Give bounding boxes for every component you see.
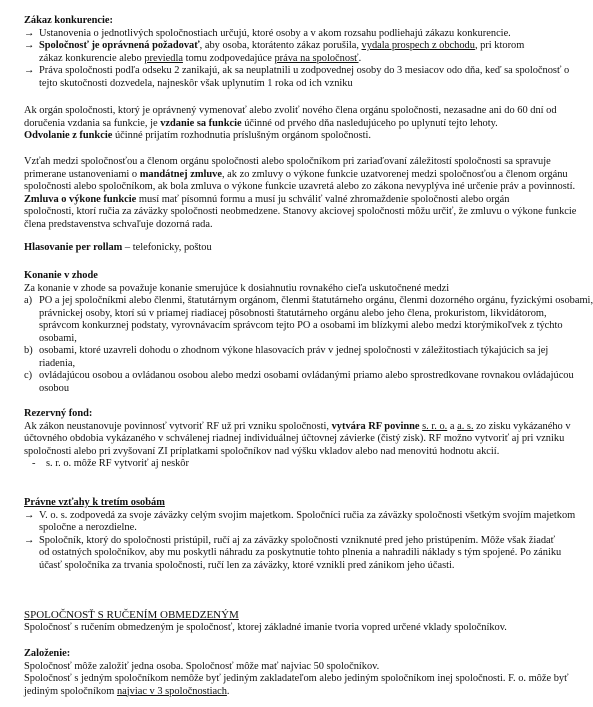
rf-line-1-bold: vytvára RF povinne [331,420,420,432]
rf-dash-item-text: s. r. o. môže RF vytvoriť aj neskôr [46,458,189,469]
rollam-bold: Hlasovanie per rollam [24,242,123,253]
rf-line-3: spoločnosti alebo pri zvyšovaní ZI príplatkami spoločníkov nad výšku vkladov alebo nad menovitú hodnotu akcií. [24,445,500,457]
section-rezervny-fond [24,408,584,471]
zalozenie-line-3a: jediným spoločníkom [24,685,115,697]
rf-and: a [449,420,455,432]
zakaz-item-1-text: Ustanovenia o jednotlivých spoločnostiach určujú, ktoré osoby a v akom rozsahu podliehajú zákazu konkurencie. [39,27,511,39]
zhoda-item-c [24,370,584,395]
pravne-heading: Právne vzťahy k tretím osobám [24,497,165,508]
arrow-icon: → [24,534,35,546]
zakaz-item-2-line2: zákaz konkurencie alebo [39,52,142,64]
zakaz-item-2-tail: , pri ktorom [474,40,525,51]
zakaz-item-2-underline: vydala prospech z obchodu [361,40,475,51]
rf-line-1c: zo zisku vykázaného v [476,420,571,432]
rf-line-2: účtovného obdobia vykázaného v schválenej riadnej individuálnej účtovnej závierke (čistý zisk). RF možno vytvoriť aj pri vzniku [24,433,565,444]
zakaz-item-2-bold: Spoločnosť je oprávnená požadovať [39,40,200,51]
zhoda-item-b-line2: riadenia, [39,357,76,369]
zhoda-item-a-marker: a) [24,295,33,306]
vztah-line-4-bold: Zmluva o výkone funkcie [24,193,137,205]
organ-line-3c: účinné prijatím rozhodnutia príslušným orgánom spoločnosti. [114,130,372,141]
vztah-line-5: spoločnosti, ktorí ručia za záväzky spoločnosti neobmedzene. Stanovy akciovej spoločnosti môžu určiť, že zmluvu o výkone funkcie [24,206,577,217]
section-vzdanie-funkcie [24,105,584,143]
zhoda-item-a-line4: osobami, [39,332,77,344]
zakaz-heading: Zákaz konkurencie: [24,15,114,26]
arrow-icon: → [24,27,35,39]
section-konanie-v-zhode [24,270,593,395]
zakaz-item-2-line2b: tomu zodpovedajúce [185,52,272,64]
vztah-line-4c: musí mať písomnú formu a musí ju schváliť valné zhromaždenie spoločnosti alebo orgán [138,193,510,205]
sro-definition: Spoločnosť s ručením obmedzeným je spoločnosť, ktorej základné imanie tvoria vopred určené vklady spoločníkov. [24,621,507,633]
section-zakaz-konkurencie [24,15,584,90]
dash-bullet: - [32,458,36,469]
section-pravne-vztahy [24,497,584,572]
pravne-item-2-line3: účasť spoločníka za trvania spoločnosti, ručí len za záväzky, ktoré vznikli pred zánikom jeho účasti. [39,559,455,571]
vztah-line-1: Vzťah medzi spoločnosťou a členom orgánu spoločnosti alebo spoločníkom pri zariaďovaní záležitostí spoločnosti sa spravuje [24,156,551,167]
zalozenie-line-2: Spoločnosť s jedným spoločníkom nemôže byť jediným zakladateľom alebo jediným spoločníkom inej spoločnosti. F. o. môže byť [24,673,569,684]
zhoda-item-b-line1: osobami, ktoré uzavreli dohodu o zhodnom výkone hlasovacích práv v jednej spoločnosti v záležitostiach týkajúcich sa jej [39,345,549,356]
organ-line-2-bold: vzdanie sa funkcie [160,117,242,129]
pravne-item-1-line1: V. o. s. zodpovedá za svoje záväzky celým svojim majetkom. Spoločníci ručia za záväzky spoločnosti všetkým svojím majetkom [39,509,576,521]
rf-sro: s. r. o. [422,420,448,432]
vztah-line-2-bold: mandátnej zmluve [139,168,222,180]
section-zalozenie [24,648,584,698]
rf-heading: Rezervný fond: [24,408,93,419]
organ-line-1: Ak orgán spoločnosti, ktorý je oprávnený vymenovať alebo zvoliť nového člena orgánu spoločnosti, nezasadne ani do 60 dní od [24,105,557,116]
vztah-line-3: spoločnosti alebo spoločníkom, ak bola zmluva o výkone funkcie uzavretá alebo zo zákona nevyplýva iné určenie práv a povinností. [24,181,576,192]
zakaz-item-1 [24,28,584,41]
zhoda-item-a-line1: PO a jej spoločníkmi alebo členmi, štatutárnym orgánom, členmi štatutárneho orgánu, členmi dozorného orgánu, fyzickými osobami, [39,295,593,306]
pravne-item-2-line1: Spoločník, ktorý do spoločnosti pristúpil, ručí aj za záväzky spoločnosti vzniknuté pred jeho pristúpením. Môže však žiadať [39,534,556,546]
rf-dash-item [24,458,584,471]
rf-line-1a: Ak zákon neustanovuje povinnosť vytvoriť RF už pri vzniku spoločnosti, [24,420,329,432]
zalozenie-line-3-underline: najviac v 3 spoločnostiach [116,685,227,697]
section-per-rollam [24,242,584,255]
pravne-item-1 [24,510,584,535]
zalozenie-heading: Založenie: [24,648,71,659]
organ-line-2a: doručenia vzdania sa funkcie, je [24,117,158,129]
zalozenie-line-3-period: . [226,685,230,697]
zhoda-intro: Za konanie v zhode sa považuje konanie smerujúce k dosiahnutiu rovnakého cieľa uskutočnené medzi [24,282,450,294]
zhoda-item-b-marker: b) [24,345,33,356]
zakaz-item-3 [24,65,584,90]
zhoda-item-c-line2: osobou [39,382,70,394]
arrow-icon: → [24,65,35,76]
vztah-line-6: člena predstavenstva schvaľuje dozorná rada. [24,218,213,230]
vztah-line-2c: , ak zo zmluvy o výkone funkcie uzatvorenej medzi spoločnosťou a členom orgánu [221,168,568,180]
zakaz-item-3-line2: tejto skutočnosti dozvedela, najneskôr však uplynutím 1 roka od ich vzniku [39,77,353,89]
organ-line-3-bold: Odvolanie z funkcie [24,130,113,141]
zakaz-item-2-text: , aby osoba, ktorátento zákaz porušila, [199,40,359,51]
pravne-item-1-line2: spoločne a nerozdielne. [39,522,137,533]
zakaz-item-2 [24,40,584,65]
organ-line-2c: účinné od prvého dňa nasledujúceho po uplynutí tejto lehoty. [244,117,498,129]
zhoda-item-c-marker: c) [24,370,33,381]
arrow-icon: → [24,509,35,521]
pravne-item-2-line2: od ostatných spoločníkov, aby mu poskytli náhradu za poskytnutie tohto plnenia a nahradili náklady s tým spojené. Po zániku [39,547,562,558]
vztah-line-2a: primerane ustanoveniami o [24,168,138,180]
zakaz-item-2-prava: práva na spoločnosť [274,52,359,64]
zakaz-item-2-previedla: previedla [144,52,183,64]
rf-as: a. s. [457,420,474,432]
section-sro [24,609,584,634]
section-vztah-clen-organu [24,156,584,231]
zhoda-heading: Konanie v zhode [24,270,98,281]
zhoda-item-a [24,295,593,345]
zalozenie-line-1: Spoločnosť môže založiť jedna osoba. Spoločnosť môže mať najviac 50 spoločníkov. [24,660,380,672]
sro-heading: SPOLOČNOSŤ S RUČENÍM OBMEDZENÝM [24,609,239,621]
zhoda-item-a-line2: právnickej osoby, ktorí sú v priamej riadiacej pôsobnosti štatutárneho orgánu alebo jeho člena, prokuristom, likvidátorom, [39,307,547,319]
rollam-text: – telefonicky, poštou [122,242,212,253]
zhoda-item-b [24,345,584,370]
arrow-icon: → [24,40,35,51]
zakaz-item-3-line1: Práva spoločnosti podľa odseku 2 zanikajú, ak sa neuplatnili u zodpovednej osoby do 3 mesiacov odo dňa, keď sa spoločnosť o [39,65,570,76]
zhoda-item-c-line1: ovládajúcou osobou a ovládanou osobou alebo medzi osobami ovládanými priamo alebo sprostredkovane rovnakou ovládajúcou [39,370,574,381]
zakaz-item-2-period: . [358,52,362,64]
zhoda-item-a-line3: správcom konkurznej podstaty, vyrovnávacím správcom tejto PO a osobami im blízkymi alebo medzi ktorýmikoľvek z týchto [39,320,563,331]
pravne-item-2 [24,535,584,573]
